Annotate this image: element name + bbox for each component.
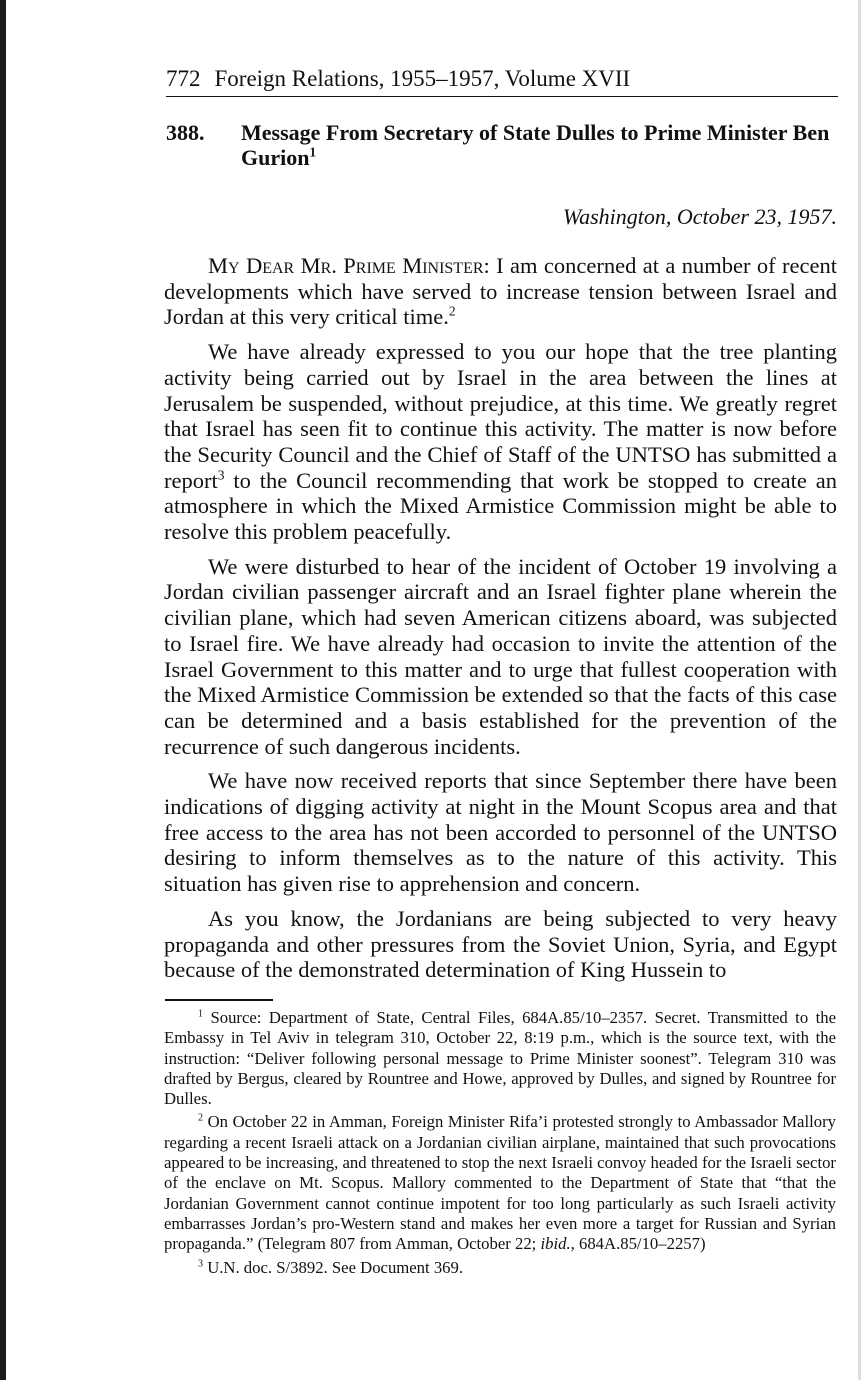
letter-body: [164, 253, 837, 992]
footnote-divider: [165, 999, 273, 1001]
footnotes: [164, 1008, 836, 1281]
paragraph-1-text: I am concerned at a number of recent developments which have served to increase tension between Israel and Jordan at this very critical time.: [164, 253, 837, 330]
paragraph-2-text-b: to the Council recommending that work be stopped to create an atmosphere in which the Mixed Armistice Commission might be able to resolve this problem peacefully.: [164, 467, 837, 545]
paragraph-1: [164, 253, 837, 330]
paragraph-5: As you know, the Jordanians are being subjected to very heavy propaganda and other pressures from the Soviet Union, Syria, and Egypt because of the demonstrated determination of King Hussein to: [164, 905, 837, 983]
dateline: Washington, October 23, 1957.: [562, 204, 837, 229]
salutation: My Dear Mr. Prime Minister:: [208, 253, 490, 278]
footnote-ref-1[interactable]: 1: [309, 144, 317, 160]
footnote-2-ibid: ibid.: [540, 1234, 571, 1254]
running-header: [166, 64, 838, 97]
footnote-1: [164, 1008, 836, 1109]
footnote-marker-3: 3: [198, 1258, 204, 1269]
footnote-3-text: U.N. doc. S/3892. See Document 369.: [203, 1257, 464, 1277]
document-title-text: Message From Secretary of State Dulles to Prime Minister Ben Gurion: [241, 120, 830, 170]
footnote-marker-1: 1: [198, 1008, 204, 1020]
footnote-marker-2: 2: [198, 1112, 204, 1124]
scan-edge-shadow: [0, 0, 6, 1380]
paragraph-3: We were disturbed to hear of the incident of October 19 involving a Jordan civilian passenger aircraft and an Israel fighter plane wherein the civilian plane, which had seven American citizens aboard, was subjected to Israel fire. We have already had occasion to invite the attention of the Israel Government to this matter and to urge that fullest cooperation with the Mixed Armistice Commission be extended so that the facts of this case can be determined and a basis established for the prevention of the recurrence of such dangerous incidents.: [164, 553, 837, 759]
running-title: Foreign Relations, 1955–1957, Volume XVII: [214, 66, 631, 91]
footnote-1-text: Source: Department of State, Central Files, 684A.85/10–2357. Secret. Transmitted to the Embassy in Tel Aviv in telegram 310, October 22, 8:19 p.m., which is the source text, with the instruction: “Deliver following personal message to Prime Minister soonest”. Telegram 310 was drafted by Bergus, cleared by Rountree and Howe, approved by Dulles, and signed by Rountree for Dulles.: [164, 1008, 836, 1109]
footnote-3: [164, 1258, 836, 1278]
footnote-ref-2[interactable]: 2: [448, 303, 456, 319]
document-title: [241, 120, 841, 170]
page-number: 772: [166, 66, 201, 91]
paragraph-2-text-a: We have already expressed to you our hope that the tree planting activity being carried out by Israel in the area between the lines at Jerusalem be suspended, without prejudice, at this time. We greatly regret that Israel has seen fit to continue this activity. The matter is now before the Security Council and the Chief of Staff of the UNTSO has submitted a report: [164, 339, 837, 493]
paragraph-4: We have now received reports that since September there have been indications of digging activity at night in the Mount Scopus area and that free access to the area has not been accorded to personnel of the UNTSO desiring to inform themselves as to the nature of this activity. This situation has given rise to apprehension and concern.: [164, 768, 837, 897]
footnote-ref-3[interactable]: 3: [217, 467, 225, 483]
document-number: 388.: [166, 120, 205, 145]
paragraph-2: [164, 339, 837, 545]
footnote-2-text-b: , 684A.85/10–2257): [570, 1234, 706, 1254]
footnote-2: [164, 1112, 836, 1254]
footnote-2-text-a: On October 22 in Amman, Foreign Minister Rifa’i protested strongly to Ambassador Mallory regarding a recent Israeli attack on a Jordanian civilian airplane, maintained that such provocations appeared to be increasing, and threatened to stop the next Israeli convoy headed for the Israeli sector of the enclave on Mt. Scopus. Mallory commented to the Department of State that “that the Jordanian Government cannot continue impotent for too long particularly as such Israeli activity embarrasses Jordan’s pro-Western stand and makes her even more a target for Russian and Syrian propaganda.” (Telegram 807 from Amman, October 22;: [164, 1112, 836, 1254]
